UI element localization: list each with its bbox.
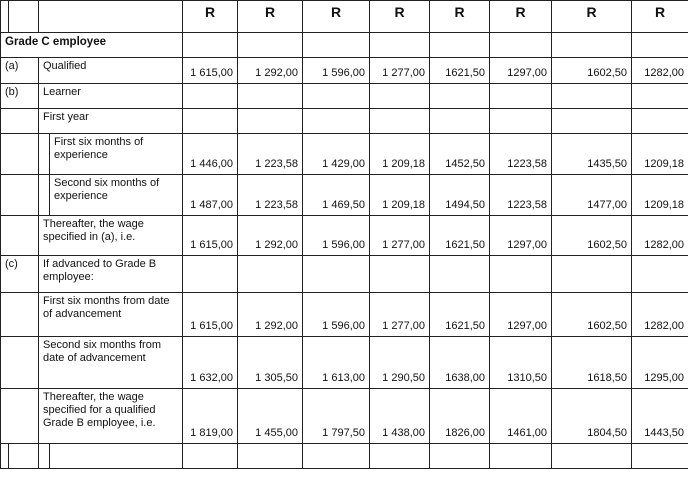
- section-title: Grade C employee: [1, 33, 183, 58]
- value-cell: 1 292,00: [238, 293, 303, 337]
- value-cell: 1826,00: [430, 389, 490, 444]
- value-cell: 1477,00: [552, 175, 632, 216]
- value-cell: 1 209,18: [370, 175, 430, 216]
- table-row: [1, 337, 688, 389]
- value-cell: 1452,50: [430, 134, 490, 175]
- blank-cell: [1, 1, 9, 33]
- value-cell: 1 438,00: [370, 389, 430, 444]
- currency-header: R: [303, 1, 370, 33]
- table-row: [1, 444, 688, 469]
- row-label: First six months of experience: [50, 134, 183, 175]
- value-cell: 1223,58: [490, 134, 552, 175]
- table-row: [1, 293, 688, 337]
- value-cell: 1435,50: [552, 134, 632, 175]
- row-label: Second six months from date of advancement: [39, 337, 183, 389]
- value-cell: 1 632,00: [183, 337, 238, 389]
- value-cell: 1494,50: [430, 175, 490, 216]
- value-cell: 1621,50: [430, 58, 490, 84]
- currency-header: R: [238, 1, 303, 33]
- value-cell: 1 292,00: [238, 216, 303, 256]
- currency-header: R: [552, 1, 632, 33]
- value-cell: 1 277,00: [370, 58, 430, 84]
- value-cell: 1 277,00: [370, 293, 430, 337]
- value-cell: 1 429,00: [303, 134, 370, 175]
- value-cell: 1 596,00: [303, 216, 370, 256]
- row-label: Thereafter, the wage specified for a qualified Grade B employee, i.e.: [39, 389, 183, 444]
- value-cell: 1223,58: [490, 175, 552, 216]
- row-label: First year: [39, 109, 183, 134]
- currency-header: R: [430, 1, 490, 33]
- currency-header: R: [632, 1, 688, 33]
- blank-cell: [9, 1, 39, 33]
- value-cell: 1618,50: [552, 337, 632, 389]
- row-tag: (a): [1, 58, 39, 84]
- value-cell: 1 613,00: [303, 337, 370, 389]
- table-row: [1, 109, 688, 134]
- section-row: [1, 33, 688, 58]
- row-tag: (b): [1, 84, 39, 109]
- value-cell: 1 819,00: [183, 389, 238, 444]
- row-label: First six months from date of advancement: [39, 293, 183, 337]
- value-cell: 1 615,00: [183, 293, 238, 337]
- value-cell: 1461,00: [490, 389, 552, 444]
- value-cell: 1638,00: [430, 337, 490, 389]
- table-row: [1, 389, 688, 444]
- table-row: [1, 216, 688, 256]
- value-cell: 1295,00: [632, 337, 688, 389]
- value-cell: 1297,00: [490, 293, 552, 337]
- value-cell: 1282,00: [632, 216, 688, 256]
- header-row: [1, 1, 688, 33]
- value-cell: 1 223,58: [238, 134, 303, 175]
- currency-header: R: [490, 1, 552, 33]
- row-label: Learner: [39, 84, 183, 109]
- value-cell: 1 209,18: [370, 134, 430, 175]
- blank-cell: [39, 1, 183, 33]
- value-cell: 1 292,00: [238, 58, 303, 84]
- value-cell: 1621,50: [430, 293, 490, 337]
- value-cell: 1 596,00: [303, 58, 370, 84]
- value-cell: 1602,50: [552, 293, 632, 337]
- value-cell: 1 469,50: [303, 175, 370, 216]
- row-label: Thereafter, the wage specified in (a), i.e.: [39, 216, 183, 256]
- currency-header: R: [183, 1, 238, 33]
- value-cell: 1310,50: [490, 337, 552, 389]
- row-tag: (c): [1, 256, 39, 293]
- value-cell: 1297,00: [490, 58, 552, 84]
- value-cell: 1602,50: [552, 58, 632, 84]
- value-cell: 1 446,00: [183, 134, 238, 175]
- value-cell: 1209,18: [632, 175, 688, 216]
- value-cell: 1297,00: [490, 216, 552, 256]
- table-row: [1, 175, 688, 216]
- value-cell: 1209,18: [632, 134, 688, 175]
- value-cell: 1282,00: [632, 58, 688, 84]
- value-cell: 1 455,00: [238, 389, 303, 444]
- currency-header: R: [370, 1, 430, 33]
- value-cell: 1 615,00: [183, 216, 238, 256]
- value-cell: 1 596,00: [303, 293, 370, 337]
- value-cell: 1 305,50: [238, 337, 303, 389]
- table-row: [1, 256, 688, 293]
- value-cell: 1 223,58: [238, 175, 303, 216]
- value-cell: 1282,00: [632, 293, 688, 337]
- value-cell: 1 615,00: [183, 58, 238, 84]
- value-cell: 1443,50: [632, 389, 688, 444]
- table-row: [1, 84, 688, 109]
- value-cell: 1 290,50: [370, 337, 430, 389]
- value-cell: 1621,50: [430, 216, 490, 256]
- value-cell: 1804,50: [552, 389, 632, 444]
- table-row: [1, 134, 688, 175]
- row-label: Qualified: [39, 58, 183, 84]
- row-label: Second six months of experience: [50, 175, 183, 216]
- value-cell: 1 277,00: [370, 216, 430, 256]
- table-row: [1, 58, 688, 84]
- value-cell: 1 797,50: [303, 389, 370, 444]
- value-cell: 1602,50: [552, 216, 632, 256]
- row-label: If advanced to Grade B employee:: [39, 256, 183, 293]
- value-cell: 1 487,00: [183, 175, 238, 216]
